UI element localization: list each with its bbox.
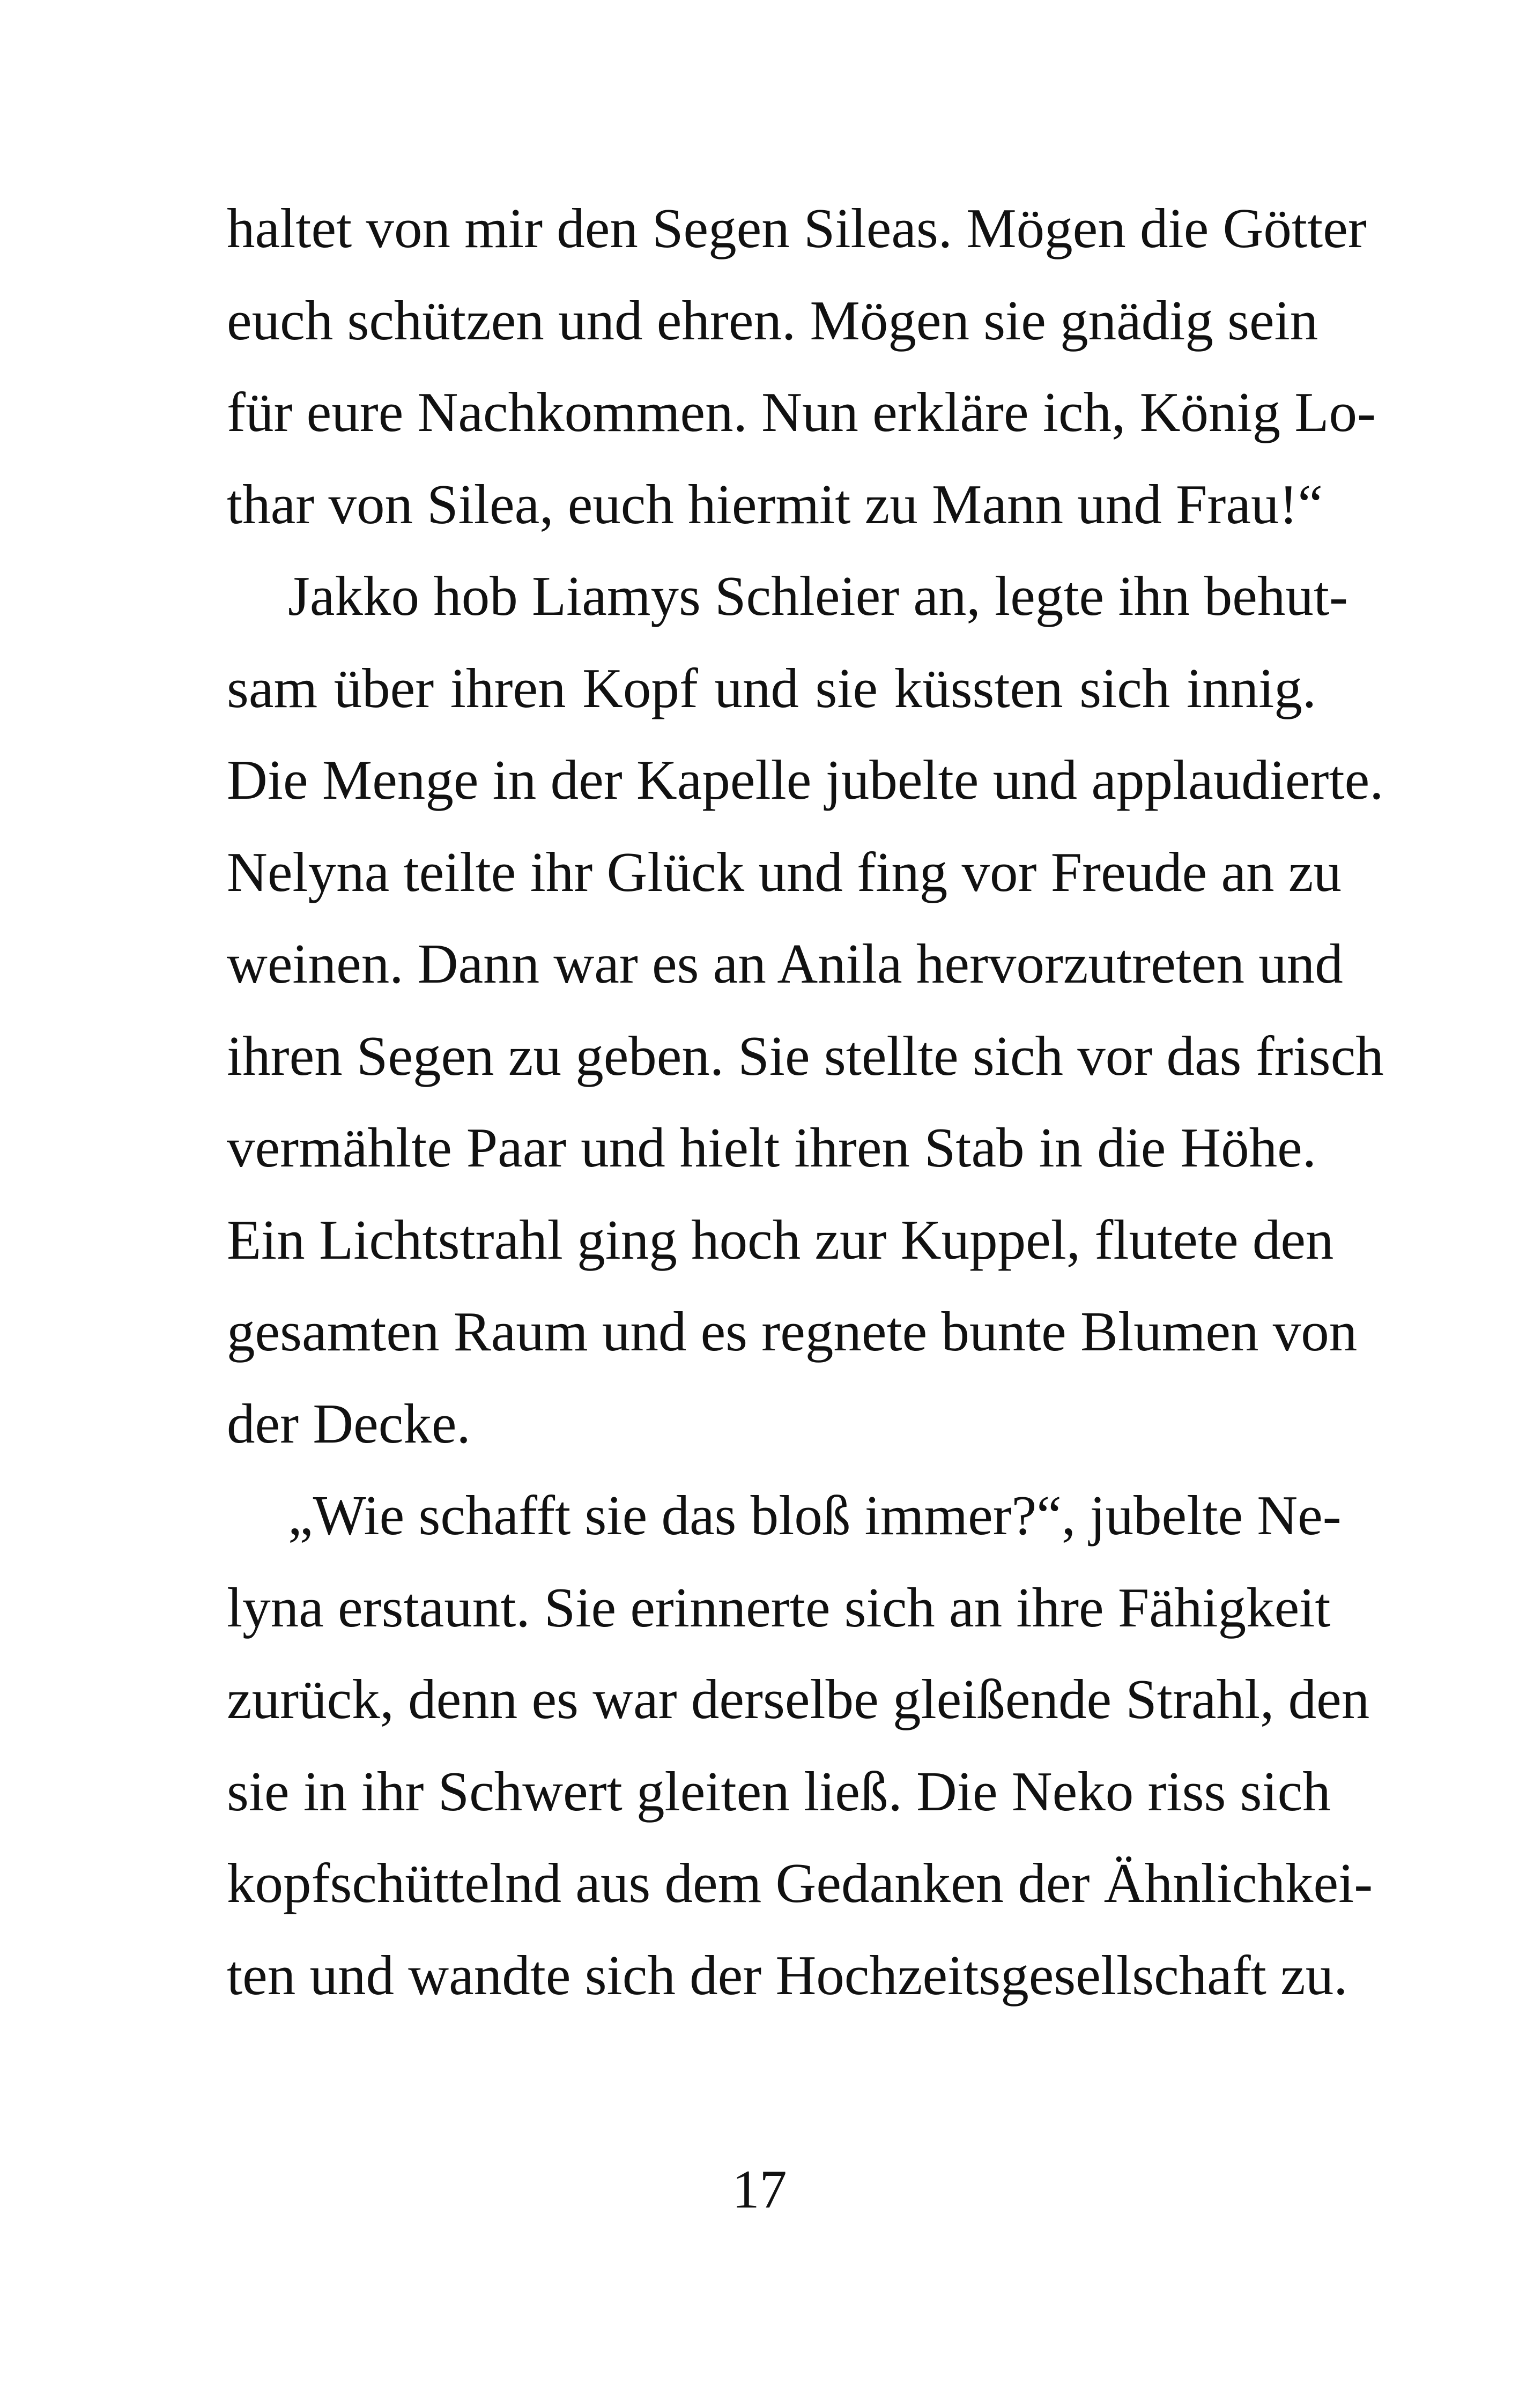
text-line: Jakko hob Liamys Schleier an, legte ihn behut- bbox=[288, 564, 1348, 627]
text-line: Die Menge in der Kapelle jubelte und applaudierte. bbox=[227, 748, 1384, 811]
text-line: Nelyna teilte ihr Glück und fing vor Freude an zu bbox=[227, 840, 1342, 903]
text-line: lyna erstaunt. Sie erinnerte sich an ihre Fähigkeit bbox=[227, 1575, 1331, 1639]
text-line: „Wie schafft sie das bloß immer?“, jubelte Ne- bbox=[288, 1484, 1342, 1547]
text-line: weinen. Dann war es an Anila hervorzutreten und bbox=[227, 932, 1343, 995]
body-text bbox=[227, 182, 1384, 2021]
text-line: vermählte Paar und hielt ihren Stab in die Höhe. bbox=[227, 1116, 1316, 1179]
text-line: gesamten Raum und es regnete bunte Blumen von bbox=[227, 1300, 1358, 1363]
text-line: kopfschüttelnd aus dem Gedanken der Ähnlichkei- bbox=[227, 1852, 1373, 1914]
page-number: 17 bbox=[732, 2159, 787, 2220]
text-line: ten und wandte sich der Hochzeitsgesellschaft zu. bbox=[227, 1943, 1348, 2006]
text-line: Ein Lichtstrahl ging hoch zur Kuppel, flutete den bbox=[227, 1208, 1334, 1271]
text-line: zurück, denn es war derselbe gleißende Strahl, den bbox=[227, 1668, 1370, 1730]
text-line: haltet von mir den Segen Sileas. Mögen die Götter bbox=[227, 197, 1367, 259]
text-line: für eure Nachkommen. Nun erkläre ich, König Lo- bbox=[227, 381, 1376, 443]
text-line: euch schützen und ehren. Mögen sie gnädig sein bbox=[227, 288, 1318, 352]
text-line: ihren Segen zu geben. Sie stellte sich vor das frisch bbox=[227, 1024, 1384, 1087]
text-line: sam über ihren Kopf und sie küssten sich innig. bbox=[227, 656, 1316, 719]
text-line: sie in ihr Schwert gleiten ließ. Die Neko riss sich bbox=[227, 1759, 1331, 1823]
text-line: der Decke. bbox=[227, 1392, 471, 1455]
text-line: thar von Silea, euch hiermit zu Mann und Frau!“ bbox=[227, 472, 1323, 536]
